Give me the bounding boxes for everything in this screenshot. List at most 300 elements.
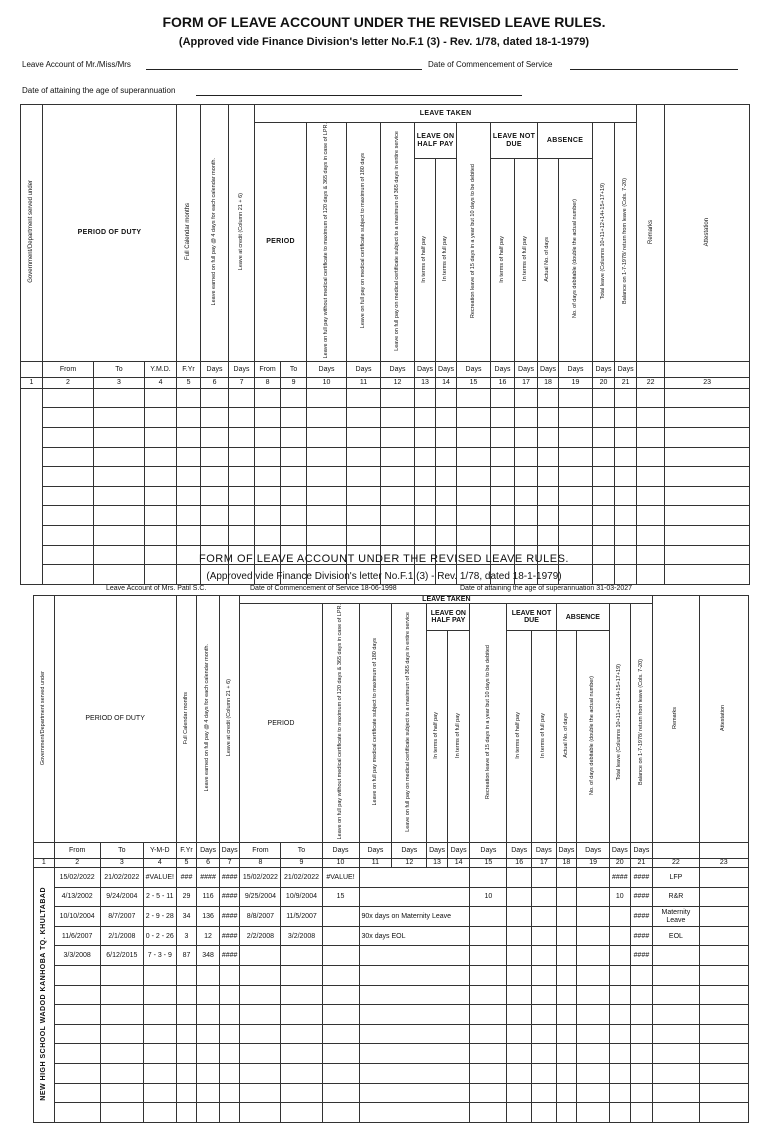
form2-cell-c6[interactable]	[197, 985, 220, 1005]
form1-cell[interactable]	[43, 388, 94, 408]
form1-cell[interactable]	[436, 447, 457, 467]
form2-cell-blank[interactable]	[507, 1024, 532, 1044]
form1-cell[interactable]	[94, 486, 145, 506]
form2-cell-blank[interactable]	[507, 868, 532, 888]
form1-cell[interactable]	[347, 506, 381, 526]
form2-cell-blank[interactable]	[556, 946, 577, 966]
form2-cell-c21[interactable]: ####	[630, 946, 653, 966]
form2-cell-ymd[interactable]	[143, 1103, 176, 1123]
form2-cell-remarks[interactable]: Maternity Leave	[653, 907, 699, 927]
form1-cell[interactable]	[201, 388, 229, 408]
form2-cell-attestation[interactable]	[699, 926, 748, 946]
form2-cell-blank[interactable]	[532, 1024, 557, 1044]
form2-cell-attestation[interactable]	[699, 887, 748, 907]
form1-cell[interactable]	[347, 427, 381, 447]
form1-cell[interactable]	[538, 388, 559, 408]
form2-cell-pfrom[interactable]: 9/25/2004	[240, 887, 281, 907]
form1-cell[interactable]	[637, 467, 665, 487]
form1-cell[interactable]	[436, 408, 457, 428]
form1-cell[interactable]	[665, 525, 750, 545]
form2-cell-pfrom[interactable]: 15/02/2022	[240, 868, 281, 888]
form1-cell[interactable]	[665, 427, 750, 447]
form2-cell-to[interactable]: 21/02/2022	[100, 868, 143, 888]
form1-cell[interactable]	[665, 447, 750, 467]
form2-cell-c20[interactable]: ####	[610, 868, 631, 888]
form2-cell-c7[interactable]	[219, 1083, 240, 1103]
form1-cell[interactable]	[177, 388, 201, 408]
form1-cell[interactable]	[415, 525, 436, 545]
form2-cell-c7[interactable]: ####	[219, 926, 240, 946]
form2-cell-blank[interactable]	[556, 1083, 577, 1103]
form1-cell[interactable]	[281, 525, 307, 545]
form1-cell[interactable]	[94, 388, 145, 408]
form1-cell[interactable]	[538, 427, 559, 447]
form1-cell[interactable]	[559, 388, 593, 408]
form2-cell-c10[interactable]	[322, 926, 359, 946]
form1-cell[interactable]	[515, 525, 538, 545]
form2-cell-c6[interactable]	[197, 1103, 220, 1123]
form2-cell-pfrom[interactable]	[240, 966, 281, 986]
form1-cell[interactable]	[615, 525, 637, 545]
form2-cell-c15[interactable]	[470, 868, 507, 888]
form2-cell-blank[interactable]	[556, 1024, 577, 1044]
form2-cell-blank[interactable]	[577, 966, 610, 986]
form1-cell[interactable]	[415, 388, 436, 408]
form2-cell-c21[interactable]	[630, 1024, 653, 1044]
form2-cell-c6[interactable]	[197, 1064, 220, 1084]
form2-cell-c7[interactable]: ####	[219, 868, 240, 888]
form2-cell-remarks[interactable]	[653, 966, 699, 986]
form1-cell[interactable]	[615, 408, 637, 428]
form2-cell-blank[interactable]	[556, 868, 577, 888]
form2-cell-c7[interactable]: ####	[219, 907, 240, 927]
form2-cell-blank[interactable]	[532, 946, 557, 966]
form2-cell-from[interactable]: 4/13/2002	[54, 887, 100, 907]
form2-cell-note[interactable]	[359, 887, 470, 907]
form2-cell-fyr[interactable]	[176, 1083, 197, 1103]
form2-cell-pfrom[interactable]	[240, 1044, 281, 1064]
form1-cell[interactable]	[436, 467, 457, 487]
form2-cell-to[interactable]	[100, 966, 143, 986]
form1-cell[interactable]	[201, 427, 229, 447]
form2-cell-pfrom[interactable]: 8/8/2007	[240, 907, 281, 927]
form2-cell-from[interactable]	[54, 1024, 100, 1044]
form2-cell-c10[interactable]	[322, 1103, 359, 1123]
form2-cell-c7[interactable]	[219, 966, 240, 986]
form2-cell-ymd[interactable]: 2 - 9 - 28	[143, 907, 176, 927]
form1-cell[interactable]	[145, 486, 177, 506]
form2-cell-to[interactable]	[100, 1103, 143, 1123]
form2-cell-note[interactable]	[359, 946, 470, 966]
form2-cell-blank[interactable]	[532, 887, 557, 907]
form1-cell[interactable]	[415, 447, 436, 467]
form2-cell-attestation[interactable]	[699, 985, 748, 1005]
form1-cell[interactable]	[229, 408, 255, 428]
form2-cell-c10[interactable]	[322, 946, 359, 966]
form2-cell-ymd[interactable]: 7 - 3 - 9	[143, 946, 176, 966]
form1-cell[interactable]	[307, 525, 347, 545]
form2-cell-attestation[interactable]	[699, 946, 748, 966]
form2-cell-c6[interactable]: 12	[197, 926, 220, 946]
form2-cell-c20[interactable]	[610, 985, 631, 1005]
form1-cell[interactable]	[177, 467, 201, 487]
form1-cell[interactable]	[281, 427, 307, 447]
form1-cell[interactable]	[381, 388, 415, 408]
form2-cell-blank[interactable]	[556, 985, 577, 1005]
form1-cell[interactable]	[436, 506, 457, 526]
form1-cell[interactable]	[593, 427, 615, 447]
form2-cell-to[interactable]	[100, 1024, 143, 1044]
form2-cell-blank[interactable]	[507, 1044, 532, 1064]
form2-cell-to[interactable]: 8/7/2007	[100, 907, 143, 927]
form2-cell-c6[interactable]: 348	[197, 946, 220, 966]
form2-cell-attestation[interactable]	[699, 1083, 748, 1103]
form2-cell-pto[interactable]: 21/02/2022	[281, 868, 322, 888]
form2-cell-note[interactable]	[359, 868, 470, 888]
form2-cell-c7[interactable]: ####	[219, 887, 240, 907]
form1-cell[interactable]	[436, 427, 457, 447]
form2-cell-pfrom[interactable]	[240, 985, 281, 1005]
form2-cell-attestation[interactable]	[699, 1044, 748, 1064]
form2-cell-blank[interactable]	[532, 926, 557, 946]
form2-cell-remarks[interactable]	[653, 985, 699, 1005]
form1-cell[interactable]	[177, 506, 201, 526]
form1-cell[interactable]	[201, 506, 229, 526]
form1-cell[interactable]	[593, 506, 615, 526]
form2-cell-pfrom[interactable]	[240, 1005, 281, 1025]
form2-cell-fyr[interactable]	[176, 966, 197, 986]
form2-cell-from[interactable]	[54, 1083, 100, 1103]
form1-cell[interactable]	[515, 486, 538, 506]
form1-cell[interactable]	[593, 525, 615, 545]
form2-cell-pto[interactable]	[281, 1024, 322, 1044]
form1-cell[interactable]	[229, 506, 255, 526]
form1-cell[interactable]	[665, 388, 750, 408]
form2-cell-c20[interactable]	[610, 907, 631, 927]
form1-cell[interactable]	[559, 525, 593, 545]
form1-cell[interactable]	[255, 506, 281, 526]
form1-commencement-field[interactable]	[570, 69, 738, 70]
form1-cell[interactable]	[637, 525, 665, 545]
form1-cell[interactable]	[281, 408, 307, 428]
form1-cell[interactable]	[145, 506, 177, 526]
form1-cell[interactable]	[665, 467, 750, 487]
form2-cell-note[interactable]	[359, 1024, 470, 1044]
form1-cell[interactable]	[255, 408, 281, 428]
form1-cell[interactable]	[94, 525, 145, 545]
form1-cell[interactable]	[491, 467, 515, 487]
form2-cell-c21[interactable]: ####	[630, 868, 653, 888]
form1-cell[interactable]	[43, 525, 94, 545]
form1-cell[interactable]	[637, 388, 665, 408]
form2-cell-fyr[interactable]	[176, 1024, 197, 1044]
form2-cell-c21[interactable]: ####	[630, 887, 653, 907]
form1-cell[interactable]	[593, 486, 615, 506]
form2-cell-c7[interactable]: ####	[219, 946, 240, 966]
form2-cell-ymd[interactable]: 2 - 5 - 11	[143, 887, 176, 907]
form1-cell[interactable]	[177, 427, 201, 447]
form2-cell-pto[interactable]: 10/9/2004	[281, 887, 322, 907]
form2-cell-blank[interactable]	[577, 946, 610, 966]
form1-superannuation-field[interactable]	[196, 95, 522, 96]
form1-cell[interactable]	[201, 467, 229, 487]
form2-cell-blank[interactable]	[556, 887, 577, 907]
form1-cell[interactable]	[94, 467, 145, 487]
form2-cell-fyr[interactable]	[176, 1103, 197, 1123]
form1-cell[interactable]	[145, 467, 177, 487]
form1-cell[interactable]	[281, 506, 307, 526]
form1-cell[interactable]	[559, 408, 593, 428]
form2-cell-c7[interactable]	[219, 1024, 240, 1044]
form2-cell-fyr[interactable]	[176, 1064, 197, 1084]
form2-cell-pfrom[interactable]	[240, 1083, 281, 1103]
form1-cell[interactable]	[436, 486, 457, 506]
form2-cell-c20[interactable]: 10	[610, 887, 631, 907]
form1-cell[interactable]	[94, 427, 145, 447]
form2-cell-blank[interactable]	[532, 966, 557, 986]
form1-cell[interactable]	[615, 506, 637, 526]
form1-cell[interactable]	[615, 467, 637, 487]
form2-cell-c15[interactable]	[470, 1103, 507, 1123]
form2-cell-c10[interactable]	[322, 1064, 359, 1084]
form1-cell[interactable]	[436, 525, 457, 545]
form1-cell[interactable]	[457, 388, 491, 408]
form2-cell-attestation[interactable]	[699, 966, 748, 986]
form2-cell-blank[interactable]	[532, 1064, 557, 1084]
form2-cell-note[interactable]	[359, 1064, 470, 1084]
form2-cell-c21[interactable]	[630, 966, 653, 986]
form2-cell-c15[interactable]	[470, 985, 507, 1005]
form1-cell[interactable]	[94, 447, 145, 467]
form2-cell-note[interactable]	[359, 1103, 470, 1123]
form1-cell[interactable]	[637, 486, 665, 506]
form2-cell-fyr[interactable]	[176, 985, 197, 1005]
form2-cell-pto[interactable]	[281, 1103, 322, 1123]
form2-cell-c6[interactable]: 116	[197, 887, 220, 907]
form2-cell-c10[interactable]	[322, 1005, 359, 1025]
form1-cell[interactable]	[381, 467, 415, 487]
form2-cell-c7[interactable]	[219, 1103, 240, 1123]
form2-cell-blank[interactable]	[577, 1005, 610, 1025]
form2-cell-ymd[interactable]	[143, 966, 176, 986]
form1-cell[interactable]	[457, 408, 491, 428]
form1-cell[interactable]	[43, 408, 94, 428]
form2-cell-pfrom[interactable]: 2/2/2008	[240, 926, 281, 946]
form2-cell-c15[interactable]	[470, 1005, 507, 1025]
form2-cell-fyr[interactable]: 34	[176, 907, 197, 927]
form1-cell[interactable]	[559, 467, 593, 487]
form1-cell[interactable]	[559, 447, 593, 467]
form1-cell[interactable]	[229, 486, 255, 506]
form2-cell-blank[interactable]	[556, 907, 577, 927]
form2-cell-c6[interactable]	[197, 966, 220, 986]
form1-cell[interactable]	[177, 486, 201, 506]
form2-cell-note[interactable]	[359, 1005, 470, 1025]
form1-cell[interactable]	[201, 525, 229, 545]
form2-cell-note[interactable]: 90x days on Maternity Leave	[359, 907, 470, 927]
form1-cell[interactable]	[381, 408, 415, 428]
form2-cell-c10[interactable]	[322, 985, 359, 1005]
form1-cell[interactable]	[381, 486, 415, 506]
form1-cell[interactable]	[491, 427, 515, 447]
form2-cell-to[interactable]	[100, 1044, 143, 1064]
form2-cell-pfrom[interactable]	[240, 1064, 281, 1084]
form2-cell-from[interactable]	[54, 966, 100, 986]
form2-cell-fyr[interactable]: 29	[176, 887, 197, 907]
form1-cell[interactable]	[347, 447, 381, 467]
form2-cell-fyr[interactable]: 3	[176, 926, 197, 946]
form1-cell[interactable]	[307, 506, 347, 526]
form1-cell[interactable]	[538, 506, 559, 526]
form1-cell[interactable]	[515, 506, 538, 526]
form2-cell-pto[interactable]	[281, 1064, 322, 1084]
form2-cell-c20[interactable]	[610, 926, 631, 946]
form1-cell[interactable]	[615, 427, 637, 447]
form1-cell[interactable]	[457, 447, 491, 467]
form2-cell-fyr[interactable]: ###	[176, 868, 197, 888]
form2-cell-attestation[interactable]	[699, 1005, 748, 1025]
form2-cell-from[interactable]	[54, 985, 100, 1005]
form2-cell-from[interactable]: 10/10/2004	[54, 907, 100, 927]
form2-cell-remarks[interactable]	[653, 1044, 699, 1064]
form2-cell-blank[interactable]	[556, 926, 577, 946]
form2-cell-c10[interactable]	[322, 1024, 359, 1044]
form2-cell-remarks[interactable]: LFP	[653, 868, 699, 888]
form2-cell-ymd[interactable]	[143, 1005, 176, 1025]
form1-cell[interactable]	[415, 408, 436, 428]
form2-cell-remarks[interactable]	[653, 1064, 699, 1084]
form1-cell[interactable]	[538, 525, 559, 545]
form1-cell[interactable]	[615, 486, 637, 506]
form1-cell[interactable]	[415, 467, 436, 487]
form2-cell-note[interactable]: 30x days EOL	[359, 926, 470, 946]
form1-cell[interactable]	[515, 427, 538, 447]
form2-cell-c20[interactable]	[610, 1064, 631, 1084]
form1-cell[interactable]	[415, 486, 436, 506]
form2-cell-blank[interactable]	[507, 1005, 532, 1025]
form2-cell-note[interactable]	[359, 985, 470, 1005]
form1-cell[interactable]	[637, 447, 665, 467]
form1-cell[interactable]	[43, 506, 94, 526]
form2-cell-c21[interactable]	[630, 1005, 653, 1025]
form1-cell[interactable]	[515, 408, 538, 428]
form2-cell-blank[interactable]	[556, 1103, 577, 1123]
form2-cell-pfrom[interactable]	[240, 1103, 281, 1123]
form2-cell-remarks[interactable]	[653, 1103, 699, 1123]
form1-cell[interactable]	[559, 427, 593, 447]
form1-cell[interactable]	[615, 388, 637, 408]
form2-cell-blank[interactable]	[532, 985, 557, 1005]
form1-cell[interactable]	[415, 427, 436, 447]
form2-cell-blank[interactable]	[507, 926, 532, 946]
form2-cell-ymd[interactable]	[143, 1044, 176, 1064]
form2-cell-remarks[interactable]: EOL	[653, 926, 699, 946]
form2-cell-c15[interactable]	[470, 946, 507, 966]
form1-cell[interactable]	[177, 525, 201, 545]
form2-cell-from[interactable]: 11/6/2007	[54, 926, 100, 946]
form1-cell[interactable]	[255, 427, 281, 447]
form2-cell-pto[interactable]	[281, 946, 322, 966]
form1-cell[interactable]	[665, 486, 750, 506]
form1-cell[interactable]	[255, 467, 281, 487]
form2-cell-c21[interactable]	[630, 1064, 653, 1084]
form2-cell-blank[interactable]	[532, 907, 557, 927]
form2-cell-ymd[interactable]: 0 - 2 - 26	[143, 926, 176, 946]
form2-cell-to[interactable]	[100, 985, 143, 1005]
form2-cell-pfrom[interactable]	[240, 1024, 281, 1044]
form2-cell-to[interactable]: 6/12/2015	[100, 946, 143, 966]
form2-cell-blank[interactable]	[532, 1103, 557, 1123]
form1-cell[interactable]	[307, 467, 347, 487]
form2-cell-ymd[interactable]	[143, 1083, 176, 1103]
form1-cell[interactable]	[491, 408, 515, 428]
form2-cell-c15[interactable]: 10	[470, 887, 507, 907]
form2-cell-c6[interactable]	[197, 1083, 220, 1103]
form2-cell-c6[interactable]: ####	[197, 868, 220, 888]
form1-cell[interactable]	[457, 427, 491, 447]
form2-cell-ymd[interactable]	[143, 1064, 176, 1084]
form1-cell[interactable]	[381, 427, 415, 447]
form2-cell-blank[interactable]	[532, 868, 557, 888]
form2-cell-c15[interactable]	[470, 1044, 507, 1064]
form2-cell-c15[interactable]	[470, 926, 507, 946]
form2-cell-ymd[interactable]	[143, 985, 176, 1005]
form1-cell[interactable]	[201, 447, 229, 467]
form1-cell[interactable]	[145, 525, 177, 545]
form1-cell[interactable]	[415, 506, 436, 526]
form2-cell-to[interactable]	[100, 1083, 143, 1103]
form2-cell-blank[interactable]	[577, 1103, 610, 1123]
form2-cell-attestation[interactable]	[699, 1064, 748, 1084]
form1-cell[interactable]	[457, 486, 491, 506]
form1-cell[interactable]	[177, 447, 201, 467]
form2-cell-c10[interactable]	[322, 907, 359, 927]
form2-cell-c7[interactable]	[219, 1005, 240, 1025]
form2-cell-fyr[interactable]	[176, 1005, 197, 1025]
form1-cell[interactable]	[538, 408, 559, 428]
form1-cell[interactable]	[229, 467, 255, 487]
form2-cell-ymd[interactable]	[143, 1024, 176, 1044]
form2-cell-c21[interactable]: ####	[630, 926, 653, 946]
form1-cell[interactable]	[381, 447, 415, 467]
form2-cell-remarks[interactable]	[653, 1005, 699, 1025]
form1-cell[interactable]	[593, 408, 615, 428]
form2-cell-blank[interactable]	[532, 1083, 557, 1103]
form1-cell[interactable]	[177, 408, 201, 428]
form1-cell[interactable]	[347, 525, 381, 545]
form2-cell-blank[interactable]	[577, 907, 610, 927]
form1-cell[interactable]	[491, 486, 515, 506]
form2-cell-c6[interactable]	[197, 1044, 220, 1064]
form2-cell-c20[interactable]	[610, 1024, 631, 1044]
form1-cell[interactable]	[43, 447, 94, 467]
form2-cell-c7[interactable]	[219, 1044, 240, 1064]
form2-cell-c21[interactable]	[630, 1103, 653, 1123]
form2-cell-fyr[interactable]	[176, 1044, 197, 1064]
form1-cell[interactable]	[665, 506, 750, 526]
form2-cell-c21[interactable]	[630, 1083, 653, 1103]
form2-cell-from[interactable]	[54, 1103, 100, 1123]
form2-cell-blank[interactable]	[507, 966, 532, 986]
form2-cell-pfrom[interactable]	[240, 946, 281, 966]
form1-cell[interactable]	[559, 506, 593, 526]
form1-cell[interactable]	[281, 467, 307, 487]
form2-cell-c7[interactable]	[219, 985, 240, 1005]
form1-cell[interactable]	[307, 447, 347, 467]
form1-cell[interactable]	[229, 447, 255, 467]
form2-cell-from[interactable]	[54, 1064, 100, 1084]
form1-cell[interactable]	[307, 408, 347, 428]
